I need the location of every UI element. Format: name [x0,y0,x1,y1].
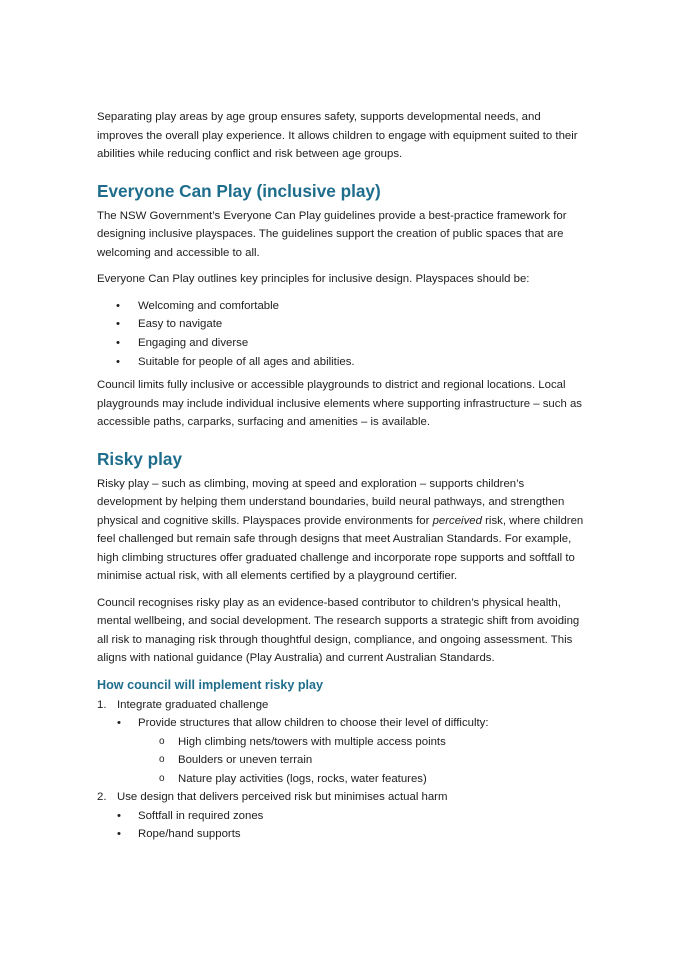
risky-play-heading: Risky play [97,448,183,469]
list-item-text: Welcoming and comfortable [138,299,279,312]
inclusive-paragraph-1: The NSW Government’s Everyone Can Play guidelines provide a best-practice framework for designing inclusive playspaces. The guidelines support the creation of public spaces that are welcoming and accessible to all. [97,209,567,259]
step-item [97,696,587,789]
inclusive-paragraph-2: Everyone Can Play outlines key principles for inclusive design. Playspaces should be: [97,273,530,285]
list-item-text: High climbing nets/towers with multiple access points [178,735,446,748]
risky-paragraph-1 [97,475,587,586]
list-item-text: Suitable for people of all ages and abilities. [138,355,355,368]
risky-paragraph-1-start: Risky play – such as climbing, moving at speed and exploration – supports children’s development by helping them understand boundaries, build neural pathways, and strengthen physical and cognitive skills. Playspaces provide environments for [97,477,565,527]
inclusive-paragraph-3: Council limits fully inclusive or accessible playgrounds to district and regional locations. Local playgrounds may include individual inclusive elements where supporting infrastructure – such as accessible paths, carparks, surfacing and amenities – is available. [97,379,582,429]
list-item [117,807,587,826]
risky-paragraph-2: Council recognises risky play as an evidence-based contributor to children’s physical health, mental wellbeing, and social development. The research supports a strategic shift from avoiding all risk to managing risk through thoughtful design, compliance, and ongoing assessment. This aligns with national guidance (Play Australia) and current Australian Standards. [97,596,580,665]
circle-bullet-icon: o [159,754,165,766]
inclusive-play-heading: Everyone Can Play (inclusive play) [97,180,381,201]
circle-bullet-icon: o [159,735,165,747]
list-item [97,334,587,353]
step-number: 2. [97,791,107,804]
list-item [117,714,587,788]
step-sub-list [117,714,587,788]
risky-paragraph-1-emphasis: perceived [432,514,482,527]
bullet-icon: • [116,318,120,331]
bullet-icon: • [116,336,120,349]
implementation-steps [97,696,587,844]
bullet-icon: • [117,828,121,841]
list-item-text: Provide structures that allow children to choose their level of difficulty: [138,717,489,730]
bullet-icon: • [117,717,121,730]
circle-bullet-icon: o [159,772,165,784]
step-label: Use design that delivers perceived risk but minimises actual harm [117,791,448,804]
list-item-text: Engaging and diverse [138,336,249,349]
list-item-text: Rope/hand supports [138,828,241,841]
bullet-icon: • [116,299,120,312]
list-item [97,315,587,334]
list-item [97,353,587,372]
list-item-text: Softfall in required zones [138,809,264,822]
risky-paragraph-1-end: risk, where children feel challenged but remain safe through designs that meet Australian Standards. For example, high climbing structures offer graduated challenge and incorporate rope supports and softfall to minimise actual risk, with all elements certified by a playground certifier. [97,514,584,583]
step-sub-sub-list [138,733,587,789]
list-item-text: Nature play activities (logs, rocks, water features) [178,772,427,785]
document-page [97,108,587,844]
bullet-icon: • [116,355,120,368]
list-item [138,733,587,752]
list-item-text: Easy to navigate [138,318,223,331]
list-item [138,751,587,770]
list-item [97,297,587,316]
step-number: 1. [97,698,107,711]
implement-heading: How council will implement risky play [97,677,324,692]
intro-paragraph: Separating play areas by age group ensures safety, supports developmental needs, and improves the overall play experience. It allows children to engage with equipment suited to their abilities while reducing conflict and risk between age groups. [97,111,578,160]
inclusive-principles-list [97,297,587,372]
list-item-text: Boulders or uneven terrain [178,754,313,767]
list-item [138,770,587,789]
bullet-icon: • [117,809,121,822]
step-label: Integrate graduated challenge [117,698,269,711]
list-item [117,825,587,844]
step-sub-list [117,807,587,844]
step-item [97,788,587,844]
